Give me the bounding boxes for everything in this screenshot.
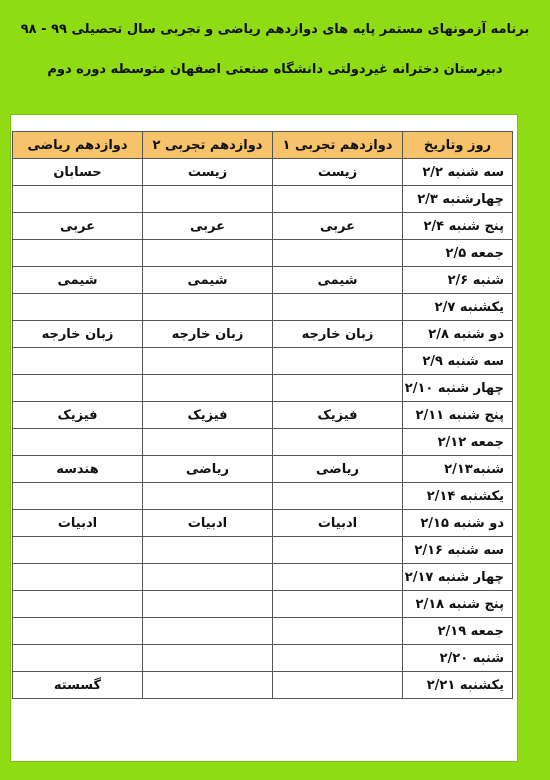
- exp2-cell: [143, 294, 273, 321]
- table-row: [13, 645, 513, 672]
- math-cell: حسابان: [13, 159, 143, 186]
- table-header-row: [13, 132, 513, 159]
- exp1-cell: [273, 645, 403, 672]
- exp2-cell: ادبیات: [143, 510, 273, 537]
- date-cell: جمعه ۲/۵: [403, 240, 513, 267]
- math-cell: [13, 564, 143, 591]
- math-cell: [13, 375, 143, 402]
- date-cell: چهار شنبه ۲/۱۷: [403, 564, 513, 591]
- math-cell: [13, 645, 143, 672]
- exp1-cell: [273, 672, 403, 699]
- exp2-cell: [143, 186, 273, 213]
- header-day-date: روز وتاریخ: [403, 132, 513, 159]
- exp1-cell: ریاضی: [273, 456, 403, 483]
- math-cell: [13, 618, 143, 645]
- date-cell: پنج شنبه ۲/۴: [403, 213, 513, 240]
- table-row: [13, 186, 513, 213]
- table-row: [13, 294, 513, 321]
- table-row: [13, 375, 513, 402]
- math-cell: [13, 483, 143, 510]
- header-experimental-1: دوازدهم تجربی ۱: [273, 132, 403, 159]
- date-cell: جمعه ۲/۱۲: [403, 429, 513, 456]
- exp2-cell: زبان خارجه: [143, 321, 273, 348]
- math-cell: [13, 240, 143, 267]
- table-row: [13, 240, 513, 267]
- exp1-cell: [273, 429, 403, 456]
- date-cell: شنبه۲/۱۳: [403, 456, 513, 483]
- math-cell: [13, 294, 143, 321]
- math-cell: گسسته: [13, 672, 143, 699]
- date-cell: دو شنبه ۲/۸: [403, 321, 513, 348]
- page-title: برنامه آزمونهای مستمر پایه های دوازدهم ریاضی و تجربی سال تحصیلی ۹۹ - ۹۸: [20, 22, 530, 37]
- exp1-cell: فیزیک: [273, 402, 403, 429]
- math-cell: زبان خارجه: [13, 321, 143, 348]
- date-cell: سه شنبه ۲/۹: [403, 348, 513, 375]
- exp1-cell: [273, 591, 403, 618]
- exp2-cell: [143, 429, 273, 456]
- date-cell: پنج شنبه ۲/۱۱: [403, 402, 513, 429]
- exp1-cell: [273, 564, 403, 591]
- exp2-cell: [143, 672, 273, 699]
- school-name: دبیرستان دخترانه غیردولتی دانشگاه صنعتی اصفهان متوسطه دوره دوم: [47, 62, 503, 77]
- exp2-cell: [143, 537, 273, 564]
- table-row: [13, 510, 513, 537]
- math-cell: [13, 537, 143, 564]
- table-row: [13, 672, 513, 699]
- math-cell: فیزیک: [13, 402, 143, 429]
- exp2-cell: [143, 348, 273, 375]
- table-row: [13, 591, 513, 618]
- date-cell: شنبه ۲/۶: [403, 267, 513, 294]
- exp2-cell: زیست: [143, 159, 273, 186]
- exp1-cell: [273, 537, 403, 564]
- table-row: [13, 564, 513, 591]
- header-experimental-2: دوازدهم تجربی ۲: [143, 132, 273, 159]
- exp1-cell: [273, 186, 403, 213]
- date-cell: چهار شنبه ۲/۱۰: [403, 375, 513, 402]
- exp2-cell: [143, 618, 273, 645]
- table-row: [13, 213, 513, 240]
- exp2-cell: [143, 483, 273, 510]
- date-cell: شنبه ۲/۲۰: [403, 645, 513, 672]
- math-cell: [13, 348, 143, 375]
- header-math: دوازدهم ریاضی: [13, 132, 143, 159]
- exp2-cell: [143, 564, 273, 591]
- exp2-cell: [143, 645, 273, 672]
- table-row: [13, 159, 513, 186]
- exp1-cell: [273, 483, 403, 510]
- math-cell: [13, 591, 143, 618]
- exp2-cell: [143, 375, 273, 402]
- math-cell: [13, 429, 143, 456]
- math-cell: ادبیات: [13, 510, 143, 537]
- date-cell: سه شنبه ۲/۲: [403, 159, 513, 186]
- exp1-cell: [273, 348, 403, 375]
- table-row: [13, 537, 513, 564]
- date-cell: جمعه ۲/۱۹: [403, 618, 513, 645]
- table-row: [13, 267, 513, 294]
- exp2-cell: فیزیک: [143, 402, 273, 429]
- table-row: [13, 618, 513, 645]
- date-cell: سه شنبه ۲/۱۶: [403, 537, 513, 564]
- table-row: [13, 429, 513, 456]
- exp1-cell: [273, 375, 403, 402]
- exp2-cell: [143, 240, 273, 267]
- exam-schedule-table: [12, 131, 513, 699]
- date-cell: پنج شنبه ۲/۱۸: [403, 591, 513, 618]
- date-cell: یکشنبه ۲/۷: [403, 294, 513, 321]
- exp1-cell: [273, 294, 403, 321]
- exp1-cell: [273, 618, 403, 645]
- exp1-cell: زیست: [273, 159, 403, 186]
- date-cell: دو شنبه ۲/۱۵: [403, 510, 513, 537]
- math-cell: عربی: [13, 213, 143, 240]
- table-row: [13, 456, 513, 483]
- math-cell: هندسه: [13, 456, 143, 483]
- table-row: [13, 402, 513, 429]
- exp1-cell: عربی: [273, 213, 403, 240]
- math-cell: [13, 186, 143, 213]
- exp1-cell: ادبیات: [273, 510, 403, 537]
- date-cell: چهارشنبه ۲/۳: [403, 186, 513, 213]
- table-row: [13, 483, 513, 510]
- exp1-cell: [273, 240, 403, 267]
- exp2-cell: ریاضی: [143, 456, 273, 483]
- date-cell: یکشنبه ۲/۱۴: [403, 483, 513, 510]
- exp2-cell: عربی: [143, 213, 273, 240]
- date-cell: یکشنبه ۲/۲۱: [403, 672, 513, 699]
- table-row: [13, 321, 513, 348]
- exp1-cell: زبان خارجه: [273, 321, 403, 348]
- table-row: [13, 348, 513, 375]
- exp1-cell: شیمی: [273, 267, 403, 294]
- exp2-cell: [143, 591, 273, 618]
- exp2-cell: شیمی: [143, 267, 273, 294]
- math-cell: شیمی: [13, 267, 143, 294]
